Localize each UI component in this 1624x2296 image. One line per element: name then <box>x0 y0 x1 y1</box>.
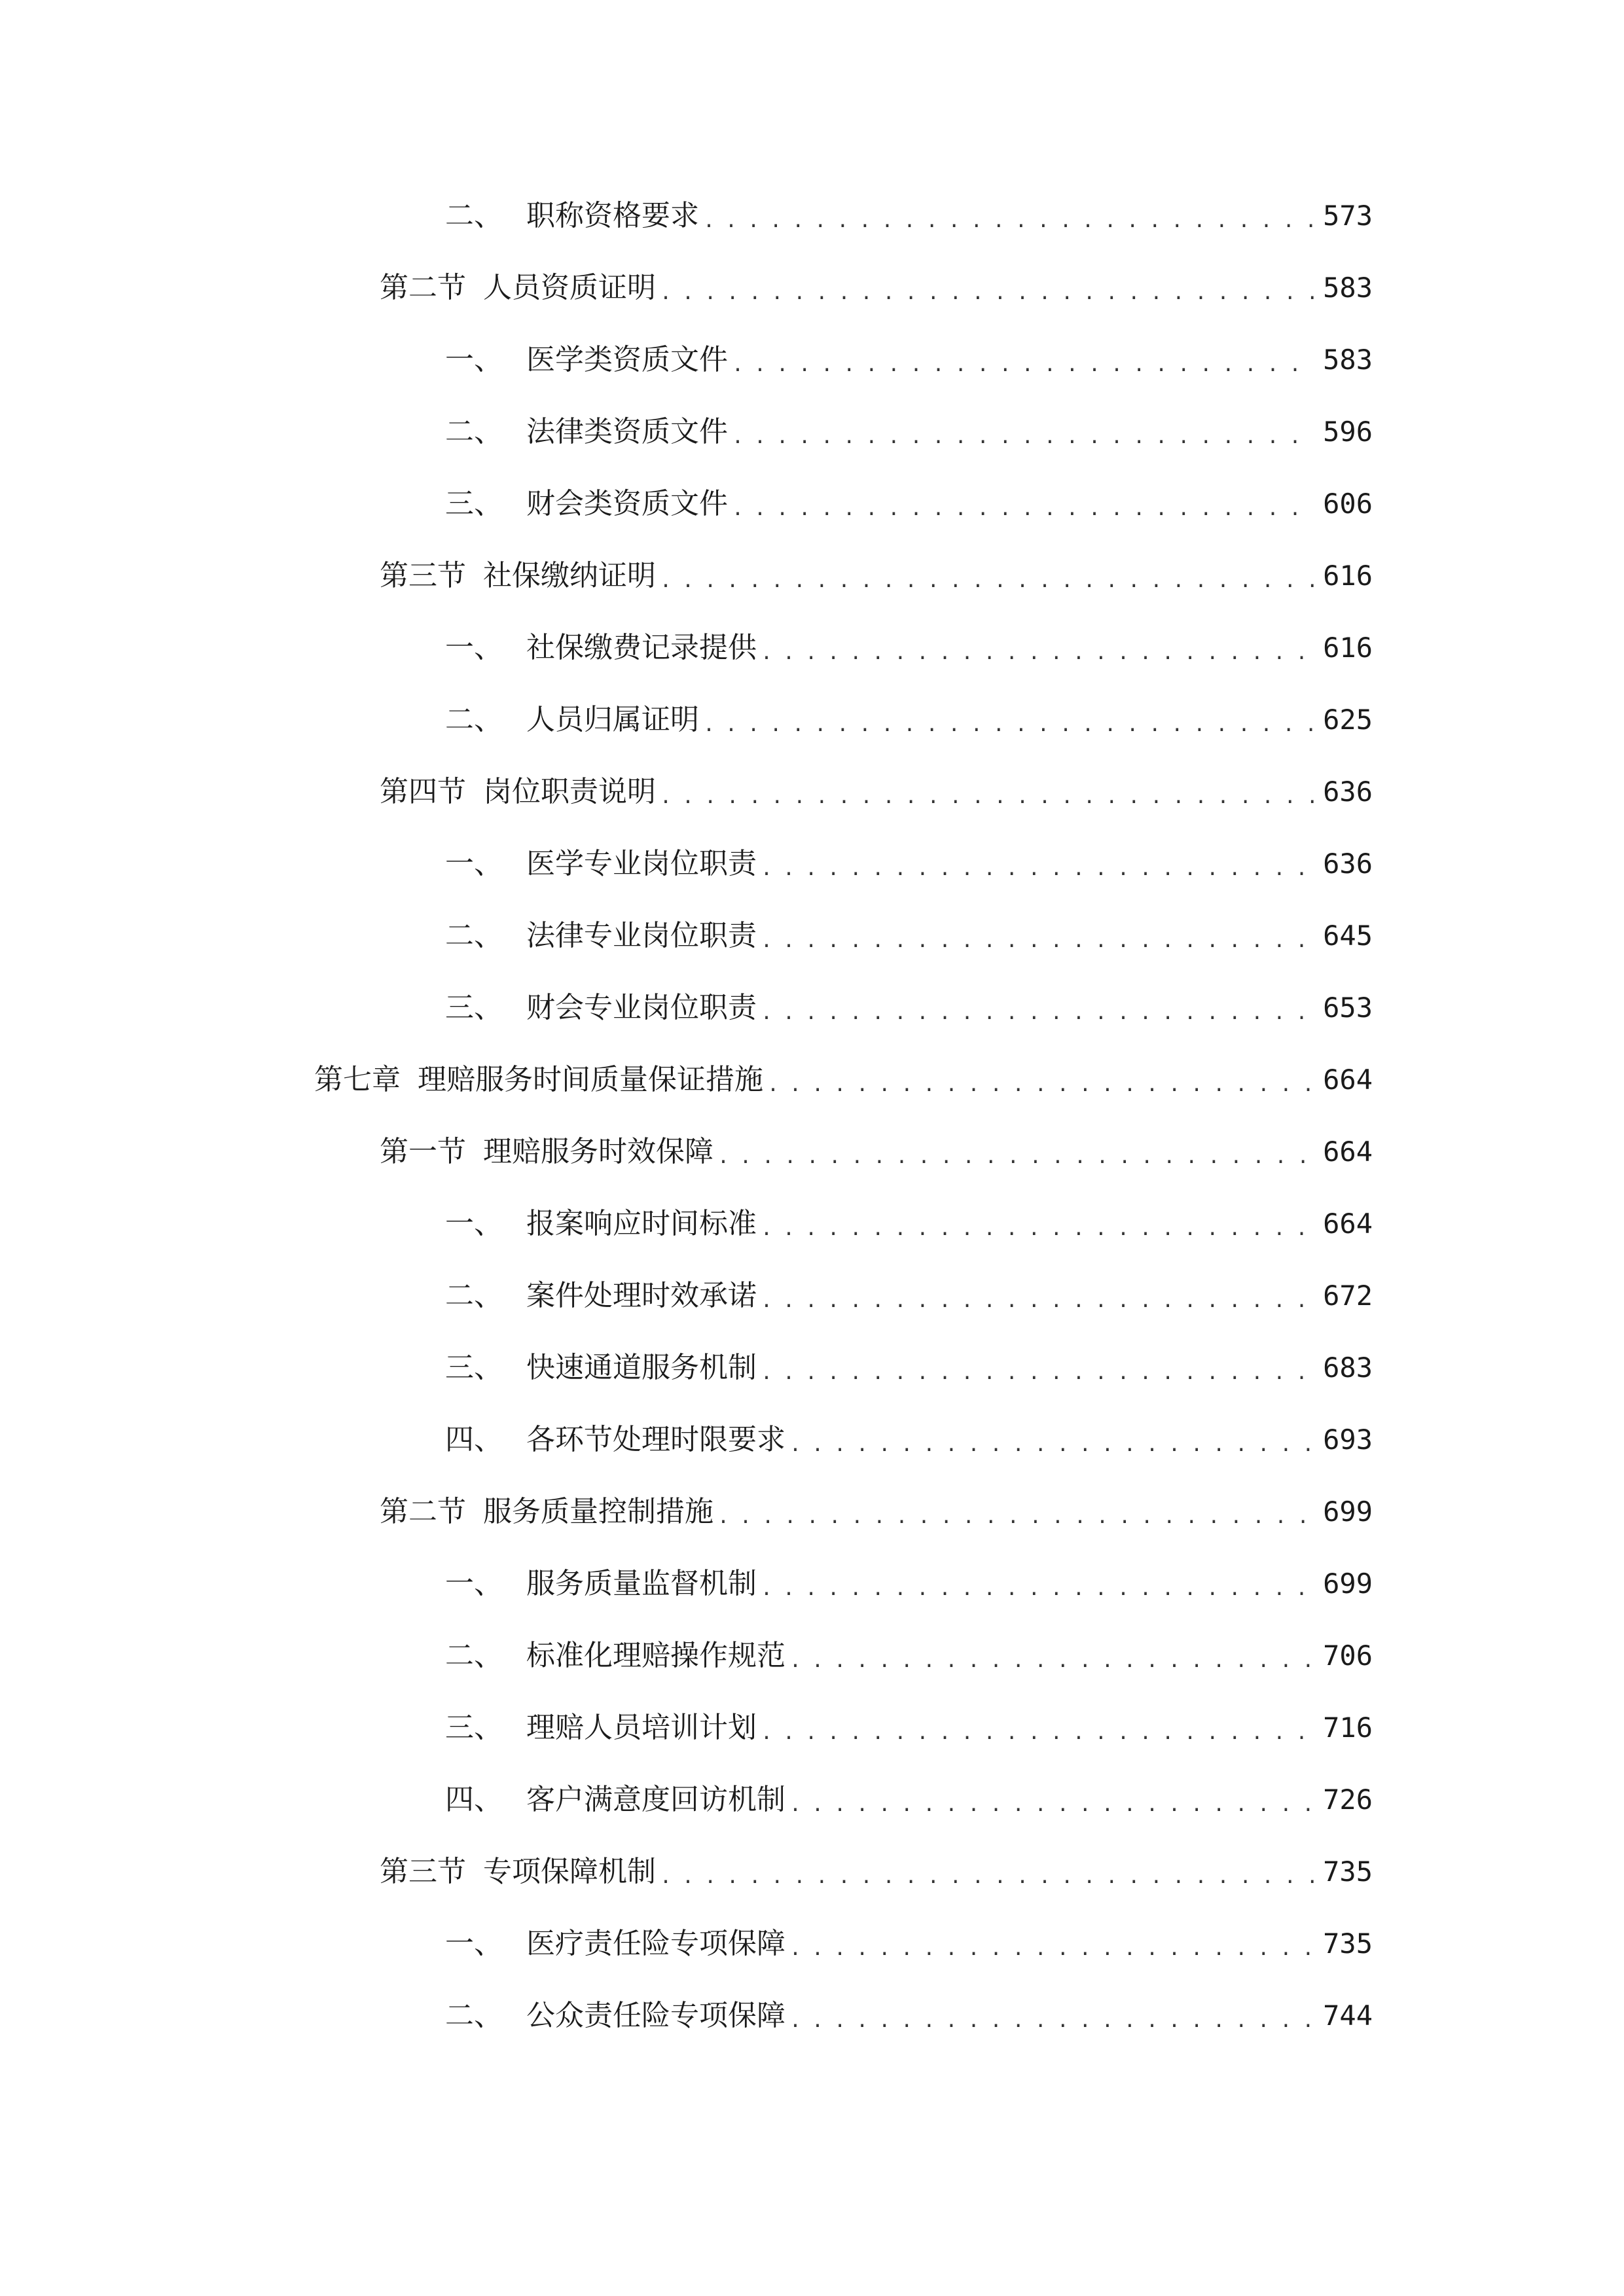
toc-entry-page-number: 672 <box>1323 1280 1373 1312</box>
toc-entry[interactable] <box>445 1198 1373 1250</box>
dot-leader <box>789 1779 1314 1831</box>
toc-entry-number: 二、 <box>445 1279 503 1312</box>
dot-leader <box>660 267 1314 319</box>
toc-section-number: 第二节 <box>380 1495 466 1528</box>
toc-entry-page-number: 616 <box>1323 632 1373 664</box>
toc-entry[interactable] <box>445 1558 1373 1610</box>
toc-entry[interactable] <box>445 1990 1373 2042</box>
toc-entry[interactable] <box>445 1774 1373 1826</box>
toc-entry[interactable] <box>445 1630 1373 1682</box>
toc-section-number: 第三节 <box>380 1855 466 1888</box>
toc-entry-number: 一、 <box>445 343 503 376</box>
toc-entry-title: 人员归属证明 <box>526 703 699 736</box>
toc-entry-page-number: 726 <box>1323 1784 1373 1816</box>
dot-leader <box>717 1131 1314 1183</box>
toc-entry-page-number: 606 <box>1323 488 1373 520</box>
toc-entry[interactable] <box>445 1414 1373 1466</box>
toc-entry-title: 社保缴费记录提供 <box>526 631 757 664</box>
dot-leader <box>717 1491 1314 1543</box>
toc-entry-title: 财会类资质文件 <box>526 487 728 520</box>
toc-entry-title: 各环节处理时限要求 <box>526 1423 785 1456</box>
toc-entry-page-number: 699 <box>1323 1496 1373 1528</box>
toc-entry[interactable] <box>445 982 1373 1034</box>
toc-entry-number: 三、 <box>445 991 503 1024</box>
toc-entry-number: 三、 <box>445 1351 503 1384</box>
dot-leader <box>789 1995 1314 2047</box>
toc-entry-number: 三、 <box>445 487 503 520</box>
toc-entry[interactable] <box>445 910 1373 962</box>
toc-entry-title: 专项保障机制 <box>483 1855 656 1888</box>
toc-section-number: 第二节 <box>380 271 466 304</box>
toc-entry[interactable] <box>445 190 1373 242</box>
toc-entry-page-number: 664 <box>1323 1064 1373 1096</box>
toc-entry-page-number: 683 <box>1323 1352 1373 1384</box>
dot-leader <box>761 1203 1314 1255</box>
toc-entry-page-number: 706 <box>1323 1640 1373 1672</box>
dot-leader <box>703 699 1314 751</box>
toc-entry-number: 二、 <box>445 919 503 952</box>
toc-entry-title: 医学类资质文件 <box>526 343 728 376</box>
toc-entry-title: 理赔人员培训计划 <box>526 1711 757 1744</box>
toc-entry[interactable] <box>380 1846 1373 1898</box>
toc-entry[interactable] <box>445 1342 1373 1394</box>
dot-leader <box>732 339 1314 391</box>
toc-entry-page-number: 573 <box>1323 200 1373 232</box>
toc-entry-number: 四、 <box>445 1423 503 1456</box>
toc-entry-page-number: 645 <box>1323 920 1373 952</box>
toc-entry[interactable] <box>380 550 1373 602</box>
dot-leader <box>703 195 1314 247</box>
toc-entry-number: 一、 <box>445 1567 503 1600</box>
toc-entry-title: 岗位职责说明 <box>483 775 656 808</box>
toc-entry-title: 医疗责任险专项保障 <box>526 1927 785 1960</box>
toc-entry-page-number: 693 <box>1323 1424 1373 1456</box>
toc-entry-number: 四、 <box>445 1783 503 1816</box>
toc-entry-title: 法律类资质文件 <box>526 415 728 448</box>
toc-entry-title: 快速通道服务机制 <box>526 1351 757 1384</box>
toc-entry-page-number: 735 <box>1323 1856 1373 1888</box>
toc-entry-number: 二、 <box>445 703 503 736</box>
dot-leader <box>732 483 1314 535</box>
dot-leader <box>761 987 1314 1039</box>
dot-leader <box>789 1923 1314 1975</box>
toc-section-number: 第四节 <box>380 775 466 808</box>
dot-leader <box>761 1707 1314 1759</box>
toc-entry-number: 二、 <box>445 199 503 232</box>
toc-entry-title: 案件处理时效承诺 <box>526 1279 757 1312</box>
dot-leader <box>767 1059 1314 1111</box>
toc-entry-page-number: 616 <box>1323 560 1373 592</box>
toc-entry-title: 社保缴纳证明 <box>483 559 656 592</box>
dot-leader <box>761 1563 1314 1615</box>
toc-entry[interactable] <box>445 694 1373 746</box>
toc-entry-page-number: 596 <box>1323 416 1373 448</box>
toc-entry[interactable] <box>445 1918 1373 1970</box>
toc-entry-page-number: 699 <box>1323 1568 1373 1600</box>
toc-entry-number: 二、 <box>445 415 503 448</box>
toc-entry-page-number: 716 <box>1323 1712 1373 1744</box>
dot-leader <box>761 627 1314 679</box>
toc-entry-title: 理赔服务时间质量保证措施 <box>418 1063 763 1096</box>
toc-entry-title: 法律专业岗位职责 <box>526 919 757 952</box>
toc-entry[interactable] <box>445 334 1373 386</box>
toc-entry-page-number: 583 <box>1323 272 1373 304</box>
toc-entry-page-number: 636 <box>1323 848 1373 880</box>
toc-entry[interactable] <box>445 478 1373 530</box>
toc-entry-title: 人员资质证明 <box>483 271 656 304</box>
dot-leader <box>761 843 1314 895</box>
toc-entry-title: 服务质量监督机制 <box>526 1567 757 1600</box>
dot-leader <box>761 1347 1314 1399</box>
toc-entry-title: 服务质量控制措施 <box>483 1495 713 1528</box>
toc-entry[interactable] <box>445 1270 1373 1322</box>
toc-entry-page-number: 625 <box>1323 704 1373 736</box>
toc-entry[interactable] <box>445 838 1373 890</box>
dot-leader <box>789 1419 1314 1471</box>
dot-leader <box>761 915 1314 967</box>
toc-entry-number: 一、 <box>445 1927 503 1960</box>
dot-leader <box>732 411 1314 463</box>
toc-entry-title: 客户满意度回访机制 <box>526 1783 785 1816</box>
dot-leader <box>789 1635 1314 1687</box>
dot-leader <box>761 1275 1314 1327</box>
toc-entry-page-number: 744 <box>1323 2000 1373 2032</box>
toc-entry-number: 一、 <box>445 631 503 664</box>
toc-entry-title: 医学专业岗位职责 <box>526 847 757 880</box>
toc-entry-page-number: 636 <box>1323 776 1373 808</box>
toc-section-number: 第一节 <box>380 1135 466 1168</box>
toc-entry-title: 财会专业岗位职责 <box>526 991 757 1024</box>
toc-entry[interactable] <box>314 1054 1373 1106</box>
toc-chapter-number: 第七章 <box>314 1063 401 1096</box>
toc-entry[interactable] <box>445 622 1373 674</box>
toc-entry-number: 二、 <box>445 1999 503 2032</box>
toc-entry-page-number: 583 <box>1323 344 1373 376</box>
toc-entry-title: 职称资格要求 <box>526 199 699 232</box>
toc-entry[interactable] <box>380 766 1373 818</box>
toc-section-number: 第三节 <box>380 559 466 592</box>
toc-entry[interactable] <box>380 1126 1373 1178</box>
toc-entry-page-number: 653 <box>1323 992 1373 1024</box>
toc-entry-title: 报案响应时间标准 <box>526 1207 757 1240</box>
toc-entry[interactable] <box>445 406 1373 458</box>
toc-entry-page-number: 664 <box>1323 1208 1373 1240</box>
dot-leader <box>660 771 1314 823</box>
toc-entry-number: 一、 <box>445 847 503 880</box>
toc-entry[interactable] <box>380 262 1373 314</box>
toc-entry[interactable] <box>380 1486 1373 1538</box>
dot-leader <box>660 555 1314 607</box>
toc-entry-title: 公众责任险专项保障 <box>526 1999 785 2032</box>
toc-entry-title: 理赔服务时效保障 <box>483 1135 713 1168</box>
toc-entry-title: 标准化理赔操作规范 <box>526 1639 785 1672</box>
toc-entry-page-number: 664 <box>1323 1136 1373 1168</box>
toc-entry-number: 一、 <box>445 1207 503 1240</box>
toc-entry-page-number: 735 <box>1323 1928 1373 1960</box>
toc-entry-number: 二、 <box>445 1639 503 1672</box>
dot-leader <box>660 1851 1314 1903</box>
toc-entry[interactable] <box>445 1702 1373 1754</box>
toc-entry-number: 三、 <box>445 1711 503 1744</box>
